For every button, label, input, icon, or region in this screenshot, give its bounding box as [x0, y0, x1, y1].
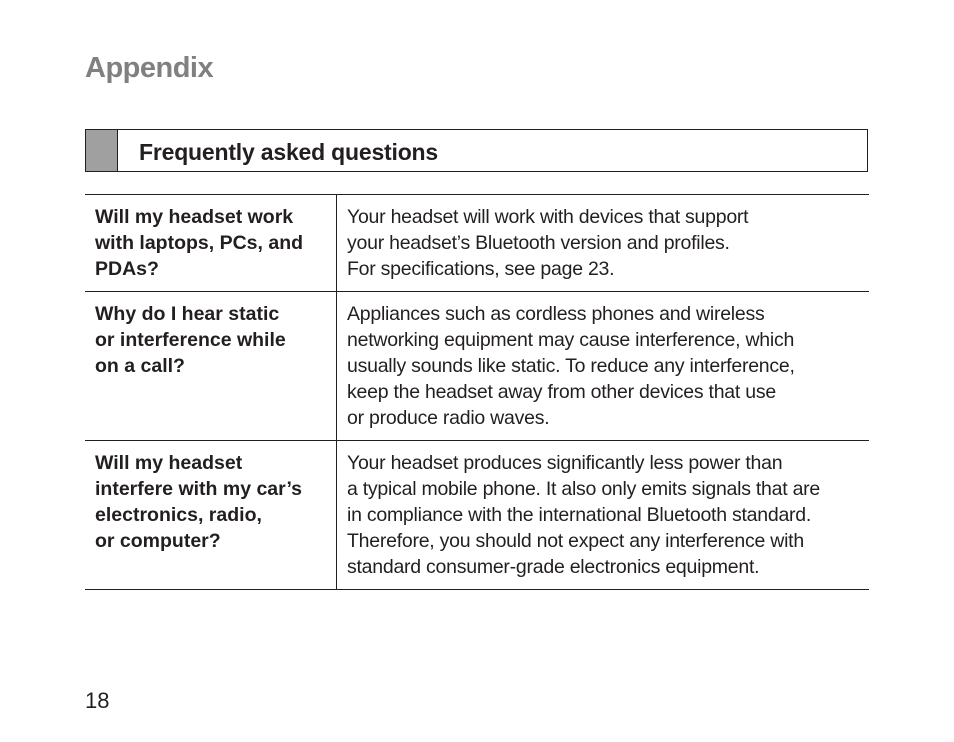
faq-table: [85, 194, 869, 590]
chapter-title: Appendix: [85, 52, 214, 84]
faq-answer: Your headset produces significantly less power than a typical mobile phone. It also only emits signals that are in compliance with the international Bluetooth standard. Therefore, you should not expect any interference with standard consumer-grade electronics equipment.: [347, 452, 821, 578]
section-title: Frequently asked questions: [139, 139, 438, 165]
faq-answer: Appliances such as cordless phones and wireless networking equipment may cause interference, which usually sounds like static. To reduce any interference, keep the headset away from other devices that use or produce radio waves.: [347, 303, 795, 429]
section-marker: [86, 130, 118, 171]
faq-question: Why do I hear static or interference while on a call?: [85, 292, 337, 440]
page-number: 18: [85, 688, 110, 713]
section-header: [85, 129, 868, 172]
faq-answer: Your headset will work with devices that support your headset’s Bluetooth version and profiles. For specifications, see page 23.: [347, 206, 749, 280]
faq-question: Will my headset interfere with my car’s electronics, radio, or computer?: [85, 441, 337, 589]
faq-row: [85, 292, 869, 441]
faq-row: [85, 195, 869, 292]
faq-row: [85, 441, 869, 590]
faq-question: Will my headset work with laptops, PCs, and PDAs?: [85, 195, 337, 291]
